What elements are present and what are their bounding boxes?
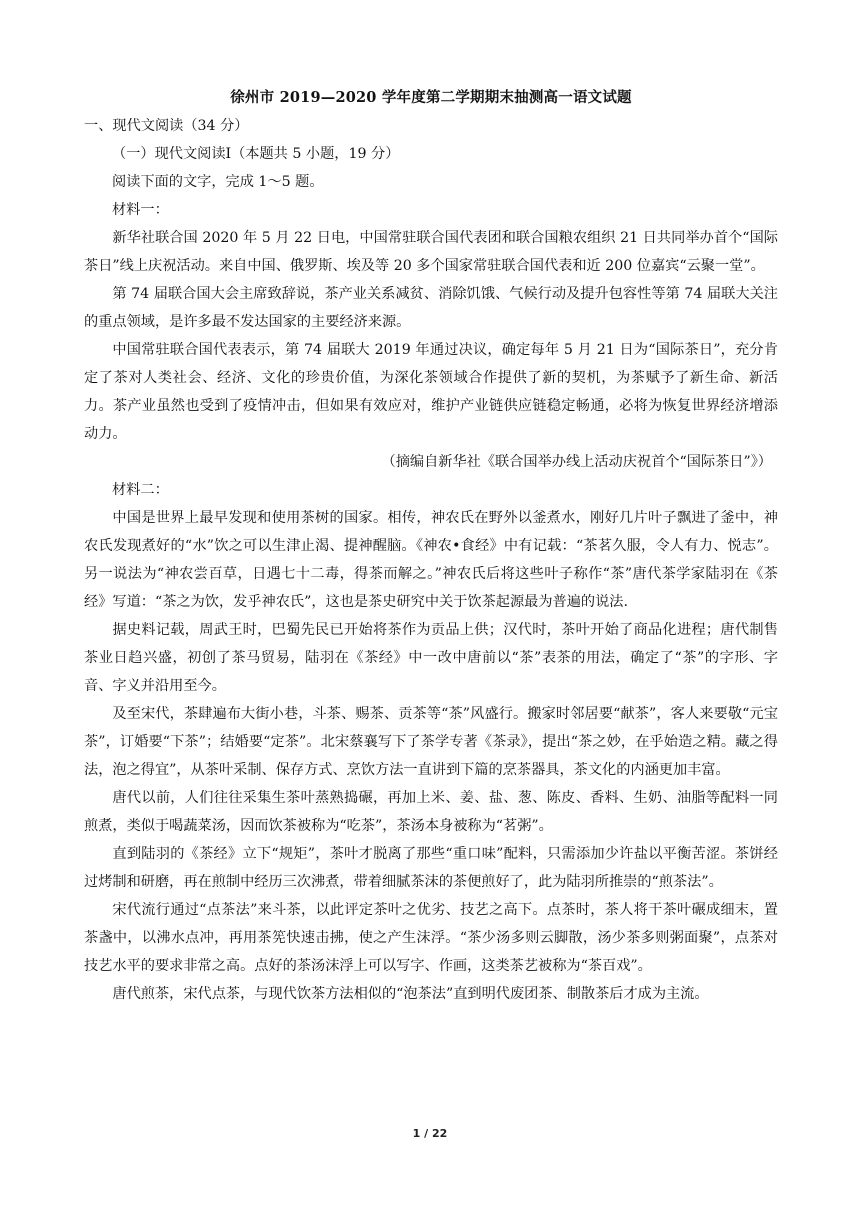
material-1-paragraph: 新华社联合国 2020 年 5 月 22 日电，中国常驻联合国代表团和联合国粮农组织 21 日共同举办首个“国际茶日”线上庆祝活动。来自中国、俄罗斯、埃及等 20 多个国家常驻联合国代表和近 200 位嘉宾“云聚一堂”。	[84, 230, 778, 274]
material-1-paragraph: 中国常驻联合国代表表示，第 74 届联大 2019 年通过决议，确定每年 5 月 21 日为“国际茶日”，充分肯定了茶对人类社会、经济、文化的珍贵价值，为深化茶领域合作提供了新的契机，为茶赋予了新生命、新活力。茶产业虽然也受到了疫情冲击，但如果有效应对，维护产业链供应链稳定畅通，必将为恢复世界经济增添动力。	[84, 342, 778, 442]
page-content	[84, 84, 778, 1008]
material-2-paragraph: 宋代流行通过“点茶法”来斗茶，以此评定茶叶之优劣、技艺之高下。点茶时，茶人将干茶叶碾成细末，置茶盏中，以沸水点冲，再用茶筅快速击拂，使之产生沫浮。“茶少汤多则云脚散，汤少茶多则粥面聚”，点茶对技艺水平的要求非常之高。点好的茶汤沫浮上可以写字、作画，这类茶艺被称为“茶百戏”。	[84, 902, 778, 974]
page-number: 1 / 22	[412, 1127, 448, 1140]
section-heading-reading: 一、现代文阅读（34 分）	[84, 118, 249, 134]
subsection-heading: （一）现代文阅读Ⅰ（本题共 5 小题，19 分）	[112, 146, 400, 162]
material-2-label: 材料二：	[112, 482, 169, 498]
material-2-paragraph: 直到陆羽的《茶经》立下“规矩”，茶叶才脱离了那些“重口味”配料，只需添加少许盐以平衡苦涩。茶饼经过烤制和研磨，再在煎制中经历三次沸煮，带着细腻茶沫的茶便煎好了，此为陆羽所推崇的“煎茶法”。	[84, 846, 778, 890]
material-2-paragraph: 中国是世界上最早发现和使用茶树的国家。相传，神农氏在野外以釜煮水，刚好几片叶子飘进了釜中，神农氏发现煮好的“水”饮之可以生津止渴、提神醒脑。《神农•食经》中有记载：“茶茗久服，令人有力、悦志”。另一说法为“神农尝百草，日遇七十二毒，得茶而解之。”神农氏后将这些叶子称作“茶”唐代茶学家陆羽在《茶经》写道：“茶之为饮，发乎神农氏”，这也是茶史研究中关于饮茶起源最为普遍的说法.	[84, 510, 778, 610]
material-2-paragraph: 及至宋代，茶肆遍布大街小巷，斗茶、赐茶、贡茶等“茶”风盛行。搬家时邻居要“献茶”，客人来要敬“元宝茶”，订婚要“下茶”；结婚要“定茶”。北宋蔡襄写下了茶学专著《茶录》，提出“茶之妙，在乎始造之精。藏之得法，泡之得宜”，从茶叶采制、保存方式、烹饮方法一直讲到下篇的烹茶器具，茶文化的内涵更加丰富。	[84, 706, 778, 778]
exam-title: 徐州市 2019—2020 学年度第二学期期末抽测高一语文试题	[230, 89, 632, 106]
material-2-paragraph: 唐代以前，人们往往采集生茶叶蒸熟捣碾，再加上米、姜、盐、葱、陈皮、香料、生奶、油脂等配料一同煎煮，类似于喝蔬菜汤，因而饮茶被称为“吃茶”，茶汤本身被称为“茗粥”。	[84, 790, 778, 834]
material-1-source: （摘编自新华社《联合国举办线上活动庆祝首个“国际茶日”》）	[381, 454, 772, 470]
material-1-label: 材料一：	[112, 202, 169, 218]
material-2-paragraph: 据史料记载，周武王时，巴蜀先民已开始将茶作为贡品上供；汉代时，茶叶开始了商品化进程；唐代制售茶业日趋兴盛，初创了茶马贸易，陆羽在《茶经》中一改中唐前以“茶”表茶的用法，确定了“茶”的字形、字音、字义并沿用至今。	[84, 622, 778, 694]
material-1-paragraph: 第 74 届联合国大会主席致辞说，茶产业关系减贫、消除饥饿、气候行动及提升包容性等第 74 届联大关注的重点领域，是许多最不发达国家的主要经济来源。	[84, 286, 778, 330]
material-2-paragraph: 唐代煎茶，宋代点茶，与现代饮茶方法相似的“泡茶法”直到明代废团茶、制散茶后才成为主流。	[112, 986, 709, 1002]
reading-instruction: 阅读下面的文字，完成 1〜5 题。	[112, 174, 324, 190]
